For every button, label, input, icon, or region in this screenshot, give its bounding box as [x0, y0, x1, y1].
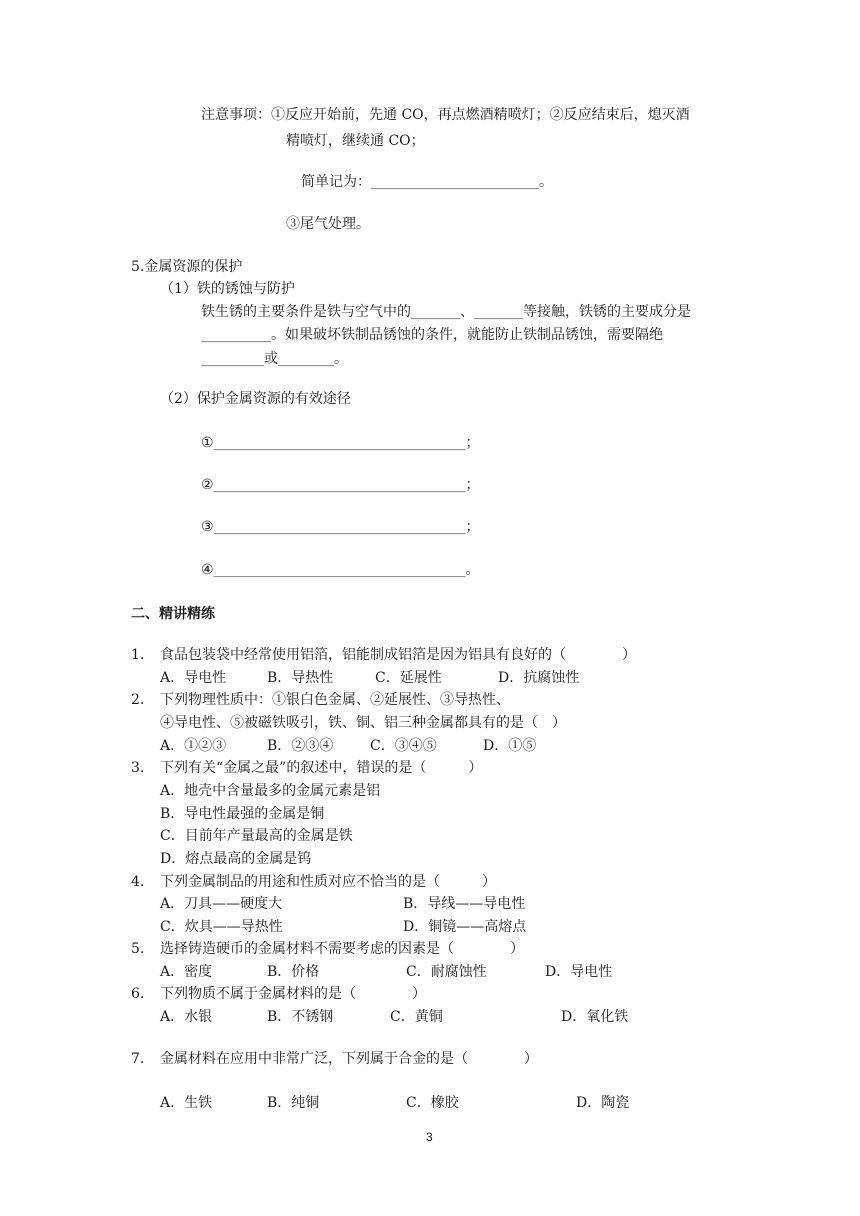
section5-title: 5.金属资源的保护 [131, 259, 243, 275]
q3-option-a: A．地壳中含量最多的金属元素是铝 [160, 783, 381, 799]
q3-option-d: D．熔点最高的金属是钨 [160, 851, 312, 867]
q1-number: 1. [131, 647, 145, 663]
page-number: 3 [426, 1130, 433, 1144]
q1-option-b: B．导热性 [267, 670, 334, 686]
q6-option-d: D．氧化铁 [561, 1009, 629, 1025]
q5-option-d: D．导电性 [545, 964, 613, 980]
protection-way-3: ③____________________________________； [201, 519, 480, 535]
q5-option-c: C．耐腐蚀性 [406, 964, 487, 980]
q7-option-b: B．纯铜 [267, 1095, 320, 1111]
section5-para-line-1: 铁生锈的主要条件是铁与空气中的_______、_______等接触，铁锈的主要成分是 [201, 304, 691, 320]
q4-option-c: C．炊具——导热性 [160, 919, 283, 935]
q6-option-c: C．黄铜 [390, 1009, 443, 1025]
q5-option-a: A．密度 [160, 964, 213, 980]
q5-option-b: B．价格 [267, 964, 320, 980]
q6-number: 6. [131, 986, 145, 1002]
q4-number: 4. [131, 874, 145, 890]
q4-option-d: D．铜镜——高熔点 [403, 919, 527, 935]
q2-option-b: B．②③④ [267, 738, 334, 754]
q7-option-a: A．生铁 [160, 1095, 213, 1111]
q4-option-a: A．刀具——硬度大 [160, 896, 283, 912]
q1-stem: 食品包装袋中经常使用铝箔，铝能制成铝箔是因为铝具有良好的（ ） [160, 647, 636, 663]
notes-tail-exhaust: ③尾气处理。 [286, 216, 370, 232]
protection-way-1: ①____________________________________； [201, 435, 480, 451]
section5-para-line-2: __________。如果破坏铁制品锈蚀的条件，就能防止铁制品锈蚀，需要隔绝 [201, 327, 663, 343]
q5-number: 5. [131, 941, 145, 957]
q5-stem: 选择铸造硬币的金属材料不需要考虑的因素是（ ） [160, 941, 524, 957]
q1-option-a: A．导电性 [160, 670, 227, 686]
protection-way-2: ②____________________________________； [201, 477, 480, 493]
q2-number: 2. [131, 692, 145, 708]
q2-option-a: A．①②③ [160, 738, 227, 754]
protection-way-4: ④____________________________________。 [201, 562, 480, 578]
q3-number: 3. [131, 760, 145, 776]
q6-option-b: B．不锈钢 [267, 1009, 334, 1025]
q2-option-d: D．①⑤ [483, 738, 537, 754]
q3-option-c: C．目前年产量最高的金属是铁 [160, 828, 353, 844]
q7-stem: 金属材料在应用中非常广泛，下列属于合金的是（ ） [160, 1051, 538, 1067]
q4-stem: 下列金属制品的用途和性质对应不恰当的是（ ） [160, 874, 496, 890]
q4-option-b: B．导线——导电性 [403, 896, 526, 912]
q1-option-d: D．抗腐蚀性 [498, 670, 580, 686]
q6-stem: 下列物质不属于金属材料的是（ ） [160, 986, 426, 1002]
section5-sub1: （1）铁的锈蚀与防护 [160, 281, 295, 297]
section5-sub2: （2）保护金属资源的有效途径 [160, 391, 351, 407]
q3-stem: 下列有关“金属之最”的叙述中，错误的是（ ） [160, 760, 483, 776]
notes-line-2: 精喷灯，继续通 CO； [286, 133, 425, 149]
q2-stem: 下列物理性质中：①银白色金属、②延展性、③导热性、 [160, 692, 510, 708]
q2-stem-line-2: ④导电性、⑤被磁铁吸引，铁、铜、铝三种金属都具有的是（ ） [160, 715, 566, 731]
q3-option-b: B．导电性最强的金属是铜 [160, 806, 325, 822]
q7-option-d: D．陶瓷 [576, 1095, 630, 1111]
q6-option-a: A．水银 [160, 1009, 213, 1025]
notes-memo-line: 简单记为：________________________。 [301, 174, 553, 190]
q7-option-c: C．橡胶 [406, 1095, 459, 1111]
q1-option-c: C．延展性 [375, 670, 442, 686]
q7-number: 7. [131, 1051, 145, 1067]
part2-title: 二、精讲精练 [131, 606, 215, 622]
section5-para-line-3: _________或________。 [201, 351, 348, 367]
q2-option-c: C．③④⑤ [370, 738, 437, 754]
notes-line-1: 注意事项：①反应开始前，先通 CO，再点燃酒精喷灯；②反应结束后，熄灭酒 [201, 107, 690, 123]
